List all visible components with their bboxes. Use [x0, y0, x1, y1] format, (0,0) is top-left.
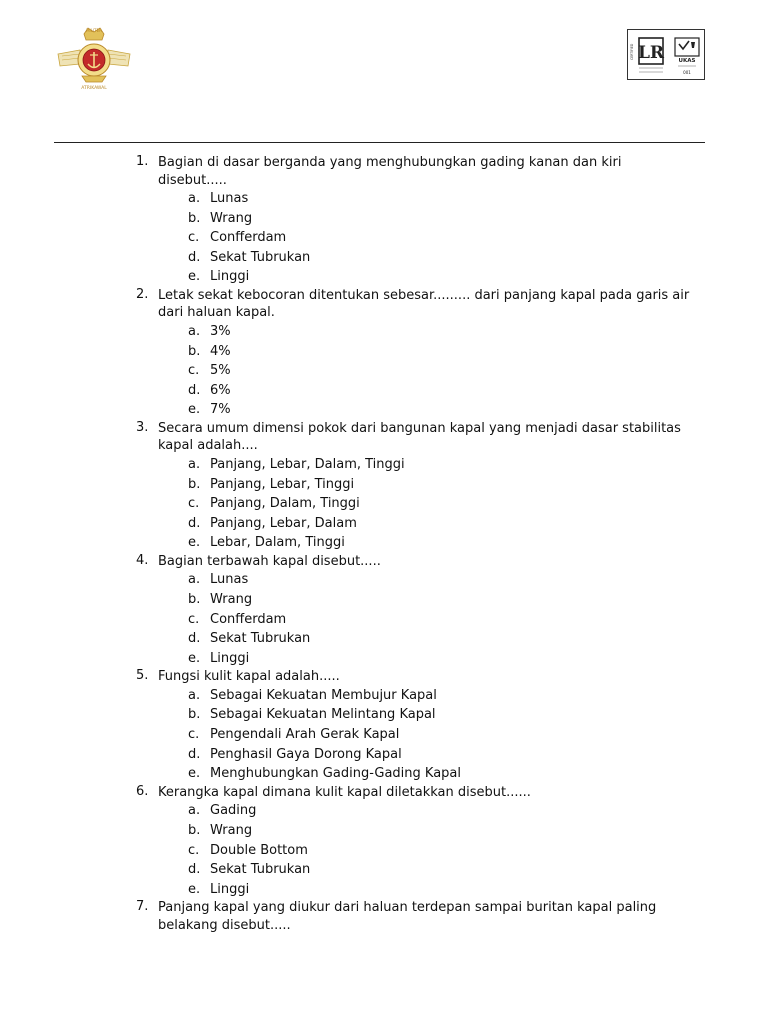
option-text: Lunas	[210, 572, 249, 588]
question-item	[130, 668, 690, 783]
option-letter: e.	[188, 766, 201, 782]
option-text: Confferdam	[210, 611, 287, 627]
option-text: Linggi	[210, 269, 250, 285]
option-letter: d.	[188, 382, 201, 398]
question-number: 1.	[136, 154, 149, 169]
cert-number-text: 001	[683, 70, 691, 75]
question-number: 3.	[136, 419, 149, 435]
option-letter: e.	[188, 535, 201, 551]
option-letter: a.	[188, 191, 201, 206]
option-letter: b.	[188, 707, 201, 723]
answer-option	[188, 381, 690, 401]
answer-option	[188, 821, 690, 841]
option-text: Sekat Tubrukan	[210, 862, 311, 878]
option-letter: c.	[188, 230, 200, 246]
question-item	[130, 553, 690, 668]
question-text: Letak sekat kebocoran ditentukan sebesar......... dari panjang kapal pada garis air dari haluan kapal.	[158, 287, 690, 321]
option-text: 5%	[210, 363, 231, 379]
answer-option	[188, 801, 690, 821]
option-text: Linggi	[210, 650, 250, 666]
question-text: Panjang kapal yang diukur dari haluan terdepan sampai buritan kapal paling belakang disebut.....	[158, 900, 657, 933]
question-text: Kerangka kapal dimana kulit kapal diletakkan disebut......	[158, 784, 531, 800]
option-letter: d.	[188, 746, 201, 762]
option-text: Double Bottom	[210, 842, 308, 858]
answer-option	[188, 705, 690, 725]
option-text: Lunas	[210, 191, 249, 206]
option-letter: a.	[188, 323, 201, 339]
option-letter: e.	[188, 650, 201, 666]
option-text: Sebagai Kekuatan Membujur Kapal	[210, 687, 437, 703]
ukas-text: UKAS	[678, 58, 696, 64]
answer-option	[188, 475, 690, 495]
option-letter: e.	[188, 402, 201, 418]
svg-text:LR: LR	[637, 43, 665, 63]
option-letter: b.	[188, 822, 201, 838]
question-text: Bagian di dasar berganda yang menghubungkan gading kanan dan kiri disebut.....	[158, 155, 622, 188]
answer-option	[188, 880, 690, 900]
emblem-logo-icon	[54, 24, 134, 92]
option-letter: d.	[188, 515, 201, 531]
question-number: 7.	[136, 899, 149, 915]
option-letter: a.	[188, 687, 201, 703]
answer-option	[188, 649, 690, 669]
option-list	[158, 455, 690, 553]
option-text: Sekat Tubrukan	[210, 631, 311, 647]
answer-option	[188, 361, 690, 381]
question-number: 2.	[136, 286, 149, 302]
option-letter: a.	[188, 803, 201, 819]
question-item	[130, 287, 690, 420]
option-letter: c.	[188, 611, 200, 627]
answer-option	[188, 342, 690, 362]
answer-option	[188, 764, 690, 784]
option-text: 4%	[210, 343, 231, 359]
option-letter: e.	[188, 269, 201, 285]
option-list	[158, 801, 690, 899]
answer-option	[188, 570, 690, 590]
option-text: Panjang, Lebar, Dalam, Tinggi	[210, 456, 405, 472]
option-text: Wrang	[210, 210, 253, 226]
option-text: Gading	[210, 803, 257, 819]
option-letter: b.	[188, 476, 201, 492]
question-text: Secara umum dimensi pokok dari bangunan kapal yang menjadi dasar stabilitas kapal adalah....	[158, 420, 681, 454]
option-text: Panjang, Lebar, Tinggi	[210, 476, 355, 492]
option-letter: b.	[188, 210, 201, 226]
option-letter: c.	[188, 727, 200, 743]
answer-option	[188, 455, 690, 475]
answer-option	[188, 745, 690, 765]
option-text: Panjang, Dalam, Tinggi	[210, 496, 360, 512]
option-letter: d.	[188, 249, 201, 265]
option-text: 6%	[210, 382, 231, 398]
answer-option	[188, 590, 690, 610]
option-text: Menghubungkan Gading-Gading Kapal	[210, 766, 461, 782]
answer-option	[188, 248, 690, 268]
answer-option	[188, 686, 690, 706]
logo-top-text: MILITER	[86, 28, 102, 33]
document-header	[0, 0, 768, 144]
question-text: Fungsi kulit kapal adalah.....	[158, 669, 340, 685]
question-item	[130, 784, 690, 899]
option-letter: b.	[188, 343, 201, 359]
option-text: Lebar, Dalam, Tinggi	[210, 535, 345, 551]
option-letter: d.	[188, 862, 201, 878]
question-text: Bagian terbawah kapal disebut.....	[158, 553, 381, 569]
option-letter: a.	[188, 572, 201, 588]
answer-option	[188, 267, 690, 287]
option-letter: d.	[188, 631, 201, 647]
option-text: Wrang	[210, 592, 253, 607]
option-letter: c.	[188, 363, 200, 379]
option-letter: b.	[188, 592, 201, 607]
option-text: Linggi	[210, 881, 250, 897]
option-text: Confferdam	[210, 230, 287, 246]
option-text: Pengendali Arah Gerak Kapal	[210, 727, 400, 743]
option-letter: c.	[188, 496, 200, 512]
cert-side-text: CERTIFIED	[630, 43, 634, 60]
option-text: Sekat Tubrukan	[210, 249, 311, 265]
option-list	[158, 686, 690, 784]
question-number: 6.	[136, 783, 149, 799]
option-text: Wrang	[210, 822, 253, 838]
certification-badge	[627, 29, 705, 80]
option-list	[158, 322, 690, 420]
certification-logo-icon	[628, 30, 706, 81]
question-item	[130, 899, 690, 934]
answer-option	[188, 514, 690, 534]
answer-option	[188, 629, 690, 649]
option-list	[158, 570, 690, 668]
answer-option	[188, 228, 690, 248]
answer-option	[188, 725, 690, 745]
question-list	[130, 154, 690, 934]
question-number: 4.	[136, 552, 149, 568]
question-item	[130, 154, 690, 287]
option-text: Penghasil Gaya Dorong Kapal	[210, 746, 402, 762]
answer-option	[188, 322, 690, 342]
header-divider	[54, 142, 705, 143]
answer-option	[188, 494, 690, 514]
answer-option	[188, 533, 690, 553]
answer-option	[188, 400, 690, 420]
option-text: 7%	[210, 402, 231, 418]
option-letter: c.	[188, 842, 200, 858]
answer-option	[188, 841, 690, 861]
option-letter: a.	[188, 456, 201, 472]
question-item	[130, 420, 690, 553]
option-text: Sebagai Kekuatan Melintang Kapal	[210, 707, 436, 723]
answer-option	[188, 189, 690, 209]
question-number: 5.	[136, 668, 149, 684]
logo-bottom-text: ATRIKAWAL	[81, 86, 107, 91]
answer-option	[188, 610, 690, 630]
answer-option	[188, 209, 690, 229]
option-list	[158, 189, 690, 287]
answer-option	[188, 860, 690, 880]
option-text: Panjang, Lebar, Dalam	[210, 515, 357, 531]
option-letter: e.	[188, 881, 201, 897]
option-text: 3%	[210, 323, 231, 339]
